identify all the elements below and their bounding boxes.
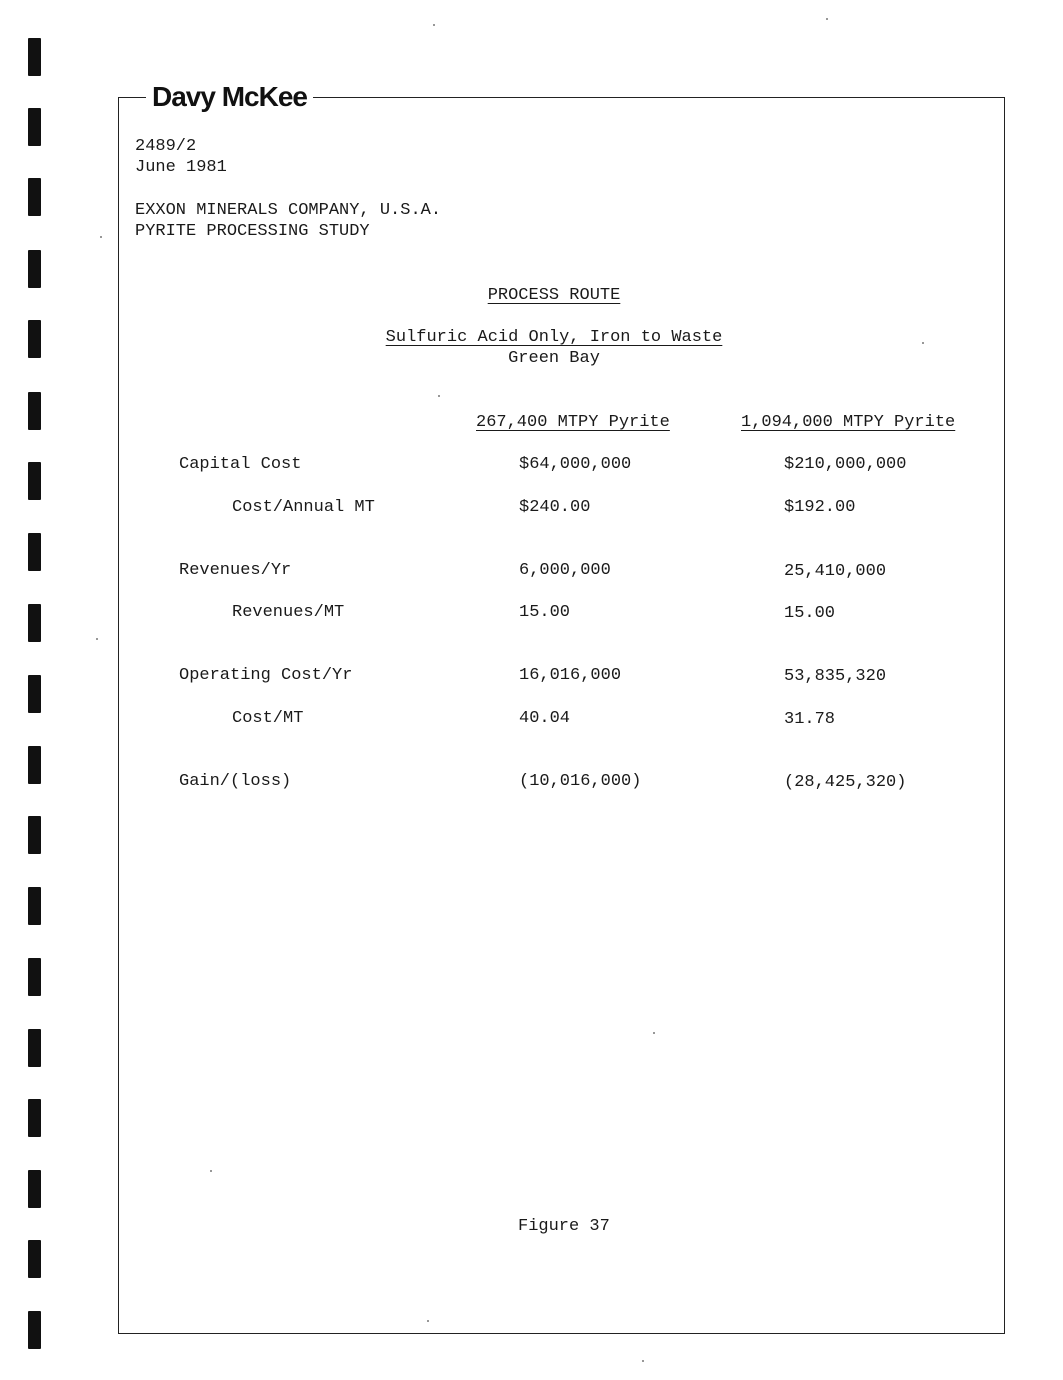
table-cell: $240.00 xyxy=(519,498,591,517)
binding-hole xyxy=(28,1311,41,1349)
binding-hole xyxy=(28,250,41,288)
table-cell: $64,000,000 xyxy=(519,455,632,474)
table-cell: 6,000,000 xyxy=(519,561,611,580)
binding-hole xyxy=(28,1099,41,1137)
scan-speck xyxy=(922,342,924,344)
scan-speck xyxy=(96,638,98,640)
row-label: Revenues/Yr xyxy=(179,561,292,580)
row-label: Cost/MT xyxy=(232,709,304,728)
row-label: Operating Cost/Yr xyxy=(179,666,353,685)
binding-hole xyxy=(28,816,41,854)
table-cell: 53,835,320 xyxy=(784,667,887,686)
table-cell: 25,410,000 xyxy=(784,562,887,581)
scan-speck xyxy=(438,395,440,397)
binding-hole xyxy=(28,746,41,784)
table-cell: 16,016,000 xyxy=(519,666,622,685)
binding-hole xyxy=(28,604,41,642)
binding-hole xyxy=(28,675,41,713)
row-label: Capital Cost xyxy=(179,455,302,474)
binding-hole xyxy=(28,1029,41,1067)
column-header: 1,094,000 MTPY Pyrite xyxy=(741,413,956,432)
binding-hole xyxy=(28,1170,41,1208)
location-label: Green Bay xyxy=(508,349,600,368)
table-cell: 31.78 xyxy=(784,710,836,729)
figure-caption: Figure 37 xyxy=(518,1217,610,1236)
table-cell: 15.00 xyxy=(519,603,571,622)
process-subtitle: Sulfuric Acid Only, Iron to Waste xyxy=(385,328,723,347)
column-header: 267,400 MTPY Pyrite xyxy=(476,413,670,432)
document-date: June 1981 xyxy=(135,158,227,177)
table-cell: $192.00 xyxy=(784,498,856,517)
table-cell: 40.04 xyxy=(519,709,571,728)
table-cell: $210,000,000 xyxy=(784,455,907,474)
binding-hole xyxy=(28,38,41,76)
binding-hole xyxy=(28,320,41,358)
row-label: Revenues/MT xyxy=(232,603,345,622)
client-name: EXXON MINERALS COMPANY, U.S.A. xyxy=(135,201,442,220)
binding-hole xyxy=(28,1240,41,1278)
table-cell: (28,425,320) xyxy=(784,773,907,792)
scan-speck xyxy=(100,236,102,238)
binding-hole xyxy=(28,178,41,216)
scan-speck xyxy=(826,18,828,20)
scan-speck xyxy=(642,1360,644,1362)
table-cell: 15.00 xyxy=(784,604,836,623)
scan-speck xyxy=(653,1032,655,1034)
page-title: PROCESS ROUTE xyxy=(487,286,621,305)
brand-logo: Davy McKee xyxy=(146,80,313,114)
row-label: Cost/Annual MT xyxy=(232,498,375,517)
scan-speck xyxy=(427,1320,429,1322)
binding-hole xyxy=(28,887,41,925)
binding-hole xyxy=(28,462,41,500)
table-cell: (10,016,000) xyxy=(519,772,642,791)
reference-number: 2489/2 xyxy=(135,137,197,156)
binding-hole xyxy=(28,958,41,996)
binding-hole xyxy=(28,533,41,571)
scan-speck xyxy=(433,24,435,26)
row-label: Gain/(loss) xyxy=(179,772,292,791)
study-name: PYRITE PROCESSING STUDY xyxy=(135,222,370,241)
scan-speck xyxy=(210,1170,212,1172)
binding-hole xyxy=(28,108,41,146)
binding-hole xyxy=(28,392,41,430)
